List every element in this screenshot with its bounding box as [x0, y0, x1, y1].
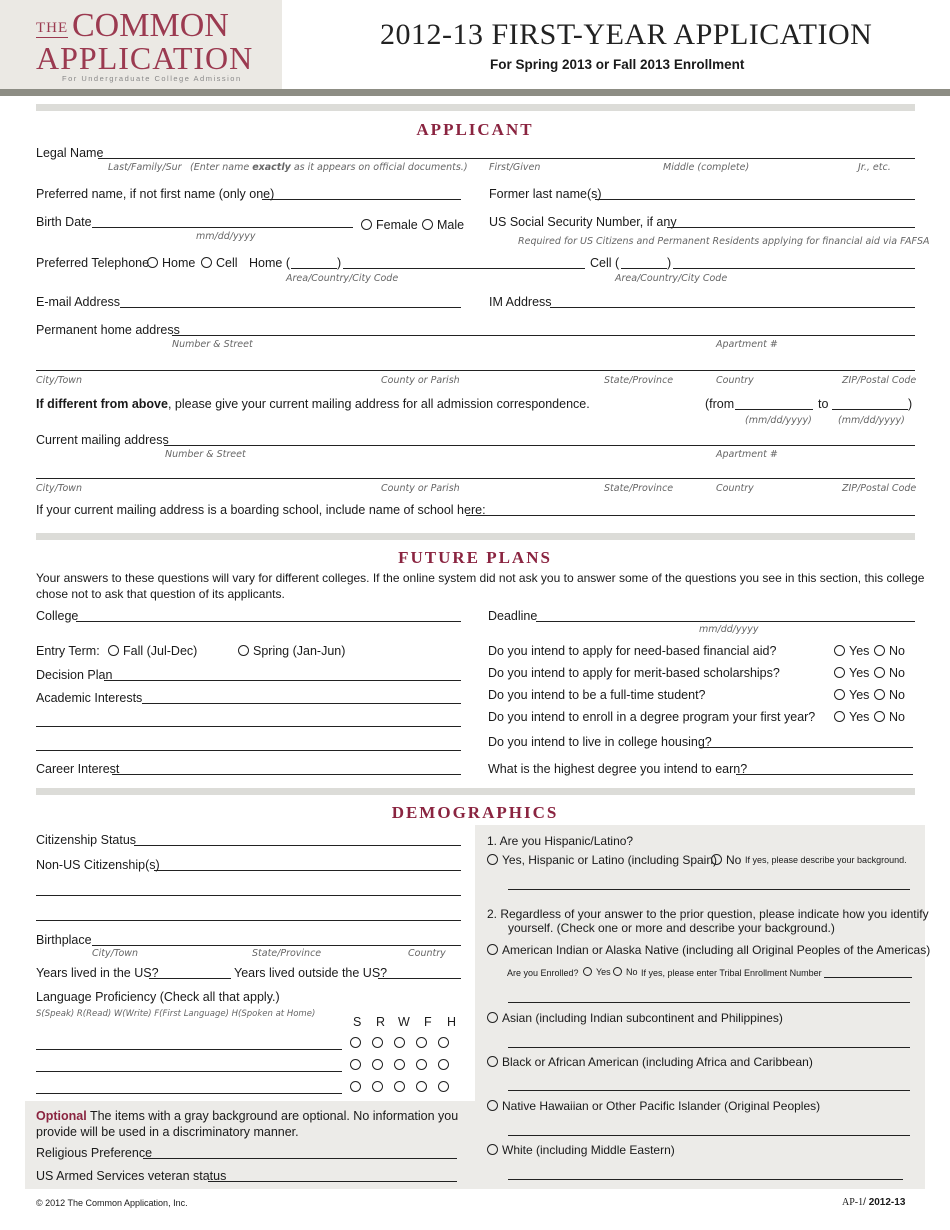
q-need-no-radio[interactable]: No	[874, 644, 905, 658]
copyright-notice: © 2012 The Common Application, Inc.	[36, 1198, 188, 1208]
non-us-field[interactable]	[154, 870, 461, 871]
q2-line1: 2. Regardless of your answer to the prior question, please indicate how you identify	[487, 907, 929, 921]
header-bar	[0, 89, 950, 96]
pref-cell-radio[interactable]: Cell	[201, 256, 238, 270]
white-describe-field[interactable]	[508, 1179, 903, 1180]
q1-label: 1. Are you Hispanic/Latino?	[487, 834, 634, 848]
radio-icon	[201, 257, 212, 268]
citizenship-field[interactable]	[134, 845, 461, 846]
hawaiian-describe-field[interactable]	[508, 1135, 910, 1136]
q-degree-yes-radio[interactable]: Yes	[834, 710, 869, 724]
birth-date-hint: mm/dd/yyyy	[196, 231, 256, 242]
lang-r-checkbox[interactable]	[372, 1037, 383, 1048]
lang-h-checkbox[interactable]	[438, 1059, 449, 1070]
male-radio[interactable]: Male	[422, 218, 464, 232]
lang-w-checkbox[interactable]	[394, 1037, 405, 1048]
former-last-field[interactable]	[595, 199, 915, 200]
q-housing-label: Do you intend to live in college housing?	[488, 735, 712, 749]
current-mailing-label: Current mailing address	[36, 433, 169, 447]
radio-icon	[108, 645, 119, 656]
to-paren-close: )	[908, 397, 913, 411]
radio-icon	[487, 854, 498, 865]
black-checkbox[interactable]: Black or African American (including Africa and Caribbean)	[487, 1055, 813, 1069]
q-highest-field[interactable]	[736, 774, 913, 775]
birthplace-city-hint: City/Town	[92, 948, 139, 959]
hint-enter-name: (Enter name exactly as it appears on official documents.)	[190, 162, 468, 173]
non-us-line2[interactable]	[36, 895, 461, 896]
home-phone-label: Home (	[249, 256, 290, 270]
academic-interests-field[interactable]	[142, 703, 461, 704]
years-in-us-field[interactable]	[149, 978, 231, 979]
birth-date-field[interactable]	[92, 227, 353, 228]
religious-field[interactable]	[143, 1158, 457, 1159]
page-code: AP-1/ 2012-13	[842, 1197, 906, 1208]
academic-interests-line3[interactable]	[36, 750, 461, 751]
cell-phone-field[interactable]	[673, 268, 915, 269]
radio-icon	[613, 967, 622, 976]
lang-col-r: R	[376, 1015, 386, 1029]
radio-icon	[487, 1144, 498, 1155]
perm-county-hint: County or Parish	[381, 375, 460, 386]
language-row-2-field[interactable]	[36, 1071, 342, 1072]
hawaiian-checkbox[interactable]: Native Hawaiian or Other Pacific Islander (Original Peoples)	[487, 1099, 820, 1113]
radio-icon	[874, 711, 885, 722]
birthplace-state-hint: State/Province	[252, 948, 322, 959]
ssn-label: US Social Security Number, if any	[489, 215, 677, 229]
non-us-label: Non-US Citizenship(s)	[36, 858, 160, 872]
language-row-3-field[interactable]	[36, 1093, 342, 1094]
cell-phone-label: Cell (	[590, 256, 620, 270]
radio-icon	[711, 854, 722, 865]
current-street-field[interactable]	[164, 445, 915, 446]
deadline-field[interactable]	[536, 621, 915, 622]
logo-tagline: For Undergraduate College Admission	[62, 74, 242, 83]
applicant-divider	[36, 104, 915, 111]
optional-note-line1: Optional The items with a gray background are optional. No information you	[36, 1109, 459, 1123]
boarding-school-label: If your current mailing address is a boarding school, include name of school here:	[36, 503, 486, 517]
lang-s-checkbox[interactable]	[350, 1059, 361, 1070]
enrolled-yes-radio[interactable]: Yes	[583, 967, 611, 977]
lang-w-checkbox[interactable]	[394, 1059, 405, 1070]
religious-label: Religious Preference	[36, 1146, 153, 1160]
current-country-hint: Country	[716, 483, 754, 494]
preferred-name-label: Preferred name, if not first name (only one)	[36, 187, 275, 201]
current-street-hint: Number & Street	[165, 449, 246, 460]
tribal-number-field[interactable]	[824, 977, 912, 978]
birthplace-field[interactable]	[92, 945, 461, 946]
career-interest-label: Career Interest	[36, 762, 120, 776]
home-phone-field[interactable]	[343, 268, 585, 269]
radio-icon	[874, 689, 885, 700]
decision-plan-field[interactable]	[104, 680, 461, 681]
q-housing-field[interactable]	[700, 747, 913, 748]
radio-icon	[874, 645, 885, 656]
non-us-line3[interactable]	[36, 920, 461, 921]
home-area-hint: Area/Country/City Code	[286, 273, 399, 284]
q-highest-label: What is the highest degree you intend to earn?	[488, 762, 748, 776]
career-interest-field[interactable]	[112, 774, 461, 775]
perm-state-hint: State/Province	[604, 375, 674, 386]
years-outside-label: Years lived outside the US?	[234, 966, 388, 980]
white-checkbox[interactable]: White (including Middle Eastern)	[487, 1143, 675, 1157]
pref-home-radio[interactable]: Home	[147, 256, 195, 270]
american-indian-checkbox[interactable]: American Indian or Alaska Native (including all Original Peoples of the Americas)	[487, 943, 930, 957]
lang-r-checkbox[interactable]	[372, 1059, 383, 1070]
entry-term-label: Entry Term:	[36, 644, 100, 658]
lang-w-checkbox[interactable]	[394, 1081, 405, 1092]
home-paren-close: )	[337, 256, 342, 270]
q-fulltime-no-radio[interactable]: No	[874, 688, 905, 702]
ssn-field[interactable]	[667, 227, 915, 228]
birthplace-country-hint: Country	[408, 948, 446, 959]
lang-s-checkbox[interactable]	[350, 1081, 361, 1092]
lang-col-h: H	[447, 1015, 457, 1029]
radio-icon	[834, 689, 845, 700]
lang-s-checkbox[interactable]	[350, 1037, 361, 1048]
entry-fall-radio[interactable]: Fall (Jul-Dec)	[108, 644, 197, 658]
radio-icon	[487, 944, 498, 955]
female-radio[interactable]: Female	[361, 218, 418, 232]
deadline-hint: mm/dd/yyyy	[699, 624, 759, 635]
perm-city-field[interactable]	[36, 370, 915, 371]
birthplace-label: Birthplace	[36, 933, 92, 947]
perm-country-hint: Country	[716, 375, 754, 386]
q-degree-label: Do you intend to enroll in a degree program your first year?	[488, 710, 816, 724]
deadline-label: Deadline	[488, 609, 538, 623]
preferred-name-field[interactable]	[262, 199, 461, 200]
lang-h-checkbox[interactable]	[438, 1037, 449, 1048]
asian-checkbox[interactable]: Asian (including Indian subcontinent and Philippines)	[487, 1011, 783, 1025]
years-in-us-label: Years lived in the US?	[36, 966, 159, 980]
logo-common: COMMON	[72, 7, 229, 44]
if-different-text: If different from above, please give your current mailing address for all admission correspondence.	[36, 397, 590, 411]
veteran-label: US Armed Services veteran status	[36, 1169, 227, 1183]
language-label: Language Proficiency (Check all that apply.)	[36, 990, 280, 1004]
lang-h-checkbox[interactable]	[438, 1081, 449, 1092]
logo-panel	[0, 0, 282, 90]
enrolled-no-radio[interactable]: No	[613, 967, 638, 977]
american-indian-describe-field[interactable]	[508, 1002, 910, 1003]
radio-icon	[834, 645, 845, 656]
lang-f-checkbox[interactable]	[416, 1059, 427, 1070]
to-date-hint: (mm/dd/yyyy)	[838, 415, 905, 426]
q-need-yes-radio[interactable]: Yes	[834, 644, 869, 658]
black-describe-field[interactable]	[508, 1090, 910, 1091]
radio-icon	[238, 645, 249, 656]
radio-icon	[147, 257, 158, 268]
im-field[interactable]	[550, 307, 915, 308]
applicant-section-title: APPLICANT	[416, 120, 534, 139]
radio-icon	[487, 1012, 498, 1023]
language-row-1-field[interactable]	[36, 1049, 342, 1050]
perm-zip-hint: ZIP/Postal Code	[842, 375, 917, 386]
optional-note-line2: provide will be used in a discriminatory manner.	[36, 1125, 299, 1139]
hispanic-no-radio[interactable]: No	[711, 853, 741, 867]
current-county-hint: County or Parish	[381, 483, 460, 494]
cell-area-field[interactable]	[621, 268, 667, 269]
future-divider	[36, 533, 915, 540]
tribal-label: If yes, please enter Tribal Enrollment Number	[641, 968, 822, 978]
perm-city-hint: City/Town	[36, 375, 83, 386]
pref-telephone-label: Preferred Telephone	[36, 256, 150, 270]
academic-interests-line2[interactable]	[36, 726, 461, 727]
veteran-field[interactable]	[208, 1181, 457, 1182]
lang-f-checkbox[interactable]	[416, 1037, 427, 1048]
birth-date-label: Birth Date	[36, 215, 92, 229]
logo-the: THE	[36, 20, 69, 36]
q2-line2: yourself. (Check one or more and describe your background.)	[508, 921, 835, 935]
from-label: (from	[705, 397, 735, 411]
former-last-label: Former last name(s)	[489, 187, 602, 201]
radio-icon	[834, 667, 845, 678]
hispanic-note: If yes, please describe your background.	[745, 855, 907, 865]
cell-area-hint: Area/Country/City Code	[615, 273, 728, 284]
current-apt-hint: Apartment #	[716, 449, 778, 460]
hint-last-name: Last/Family/Sur	[108, 162, 182, 173]
logo-application: APPLICATION	[36, 40, 254, 76]
radio-icon	[583, 967, 592, 976]
language-row-1-checks	[350, 1036, 453, 1050]
boarding-school-field[interactable]	[466, 515, 915, 516]
email-field[interactable]	[120, 307, 461, 308]
demographics-section-title: DEMOGRAPHICS	[391, 803, 559, 822]
perm-street-hint: Number & Street	[172, 339, 253, 350]
demographics-divider	[36, 788, 915, 795]
language-key: S(Speak) R(Read) W(Write) F(First Language) H(Spoken at Home)	[36, 1009, 316, 1019]
years-outside-field[interactable]	[378, 978, 461, 979]
lang-f-checkbox[interactable]	[416, 1081, 427, 1092]
hint-jr: Jr., etc.	[858, 162, 891, 173]
radio-icon	[834, 711, 845, 722]
hispanic-describe-field[interactable]	[508, 889, 910, 890]
q-degree-no-radio[interactable]: No	[874, 710, 905, 724]
cell-paren-close: )	[667, 256, 672, 270]
from-date-field[interactable]	[735, 409, 813, 410]
language-row-2-checks	[350, 1058, 453, 1072]
im-label: IM Address	[489, 295, 552, 309]
future-section-title: FUTURE PLANS	[398, 548, 552, 567]
q-need-label: Do you intend to apply for need-based financial aid?	[488, 644, 777, 658]
legal-name-label: Legal Name	[36, 146, 104, 160]
lang-col-f: F	[424, 1015, 432, 1029]
q-merit-yes-radio[interactable]: Yes	[834, 666, 869, 680]
perm-address-label: Permanent home address	[36, 323, 180, 337]
from-date-hint: (mm/dd/yyyy)	[745, 415, 812, 426]
radio-icon	[874, 667, 885, 678]
ssn-note: Required for US Citizens and Permanent Residents applying for financial aid via FAFSA	[518, 236, 930, 247]
future-intro-line1: Your answers to these questions will vary for different colleges. If the online system did not ask you to answer some of the questions you see in this section, this college	[36, 571, 925, 585]
enrolled-label: Are you Enrolled?	[507, 968, 579, 978]
page-title: 2012-13 FIRST-YEAR APPLICATION	[380, 18, 873, 51]
to-date-field[interactable]	[832, 409, 908, 410]
future-intro-line2: chose not to ask that question of its applicants.	[36, 587, 285, 601]
perm-apt-hint: Apartment #	[716, 339, 778, 350]
current-city-hint: City/Town	[36, 483, 83, 494]
perm-street-field[interactable]	[172, 335, 915, 336]
citizenship-label: Citizenship Status	[36, 833, 137, 847]
page-subtitle: For Spring 2013 or Fall 2013 Enrollment	[490, 57, 745, 72]
asian-describe-field[interactable]	[508, 1047, 910, 1048]
college-field[interactable]	[76, 621, 461, 622]
email-label: E-mail Address	[36, 295, 121, 309]
lang-r-checkbox[interactable]	[372, 1081, 383, 1092]
lang-col-s: S	[353, 1015, 362, 1029]
current-zip-hint: ZIP/Postal Code	[842, 483, 917, 494]
college-label: College	[36, 609, 79, 623]
radio-icon	[422, 219, 433, 230]
to-label: to	[818, 397, 829, 411]
current-state-hint: State/Province	[604, 483, 674, 494]
legal-name-field[interactable]	[98, 158, 915, 159]
q-merit-no-radio[interactable]: No	[874, 666, 905, 680]
radio-icon	[361, 219, 372, 230]
hint-middle-name: Middle (complete)	[663, 162, 750, 173]
home-area-field[interactable]	[291, 268, 337, 269]
hispanic-yes-radio[interactable]: Yes, Hispanic or Latino (including Spain)	[487, 853, 717, 867]
radio-icon	[487, 1100, 498, 1111]
q-merit-label: Do you intend to apply for merit-based scholarships?	[488, 666, 780, 680]
lang-col-w: W	[398, 1015, 410, 1029]
entry-spring-radio[interactable]: Spring (Jan-Jun)	[238, 644, 345, 658]
academic-interests-label: Academic Interests	[36, 691, 143, 705]
decision-plan-label: Decision Plan	[36, 668, 113, 682]
current-city-field[interactable]	[36, 478, 915, 479]
q-fulltime-yes-radio[interactable]: Yes	[834, 688, 869, 702]
radio-icon	[487, 1056, 498, 1067]
q-fulltime-label: Do you intend to be a full-time student?	[488, 688, 706, 702]
hint-first-name: First/Given	[489, 162, 541, 173]
language-row-3-checks	[350, 1080, 453, 1094]
